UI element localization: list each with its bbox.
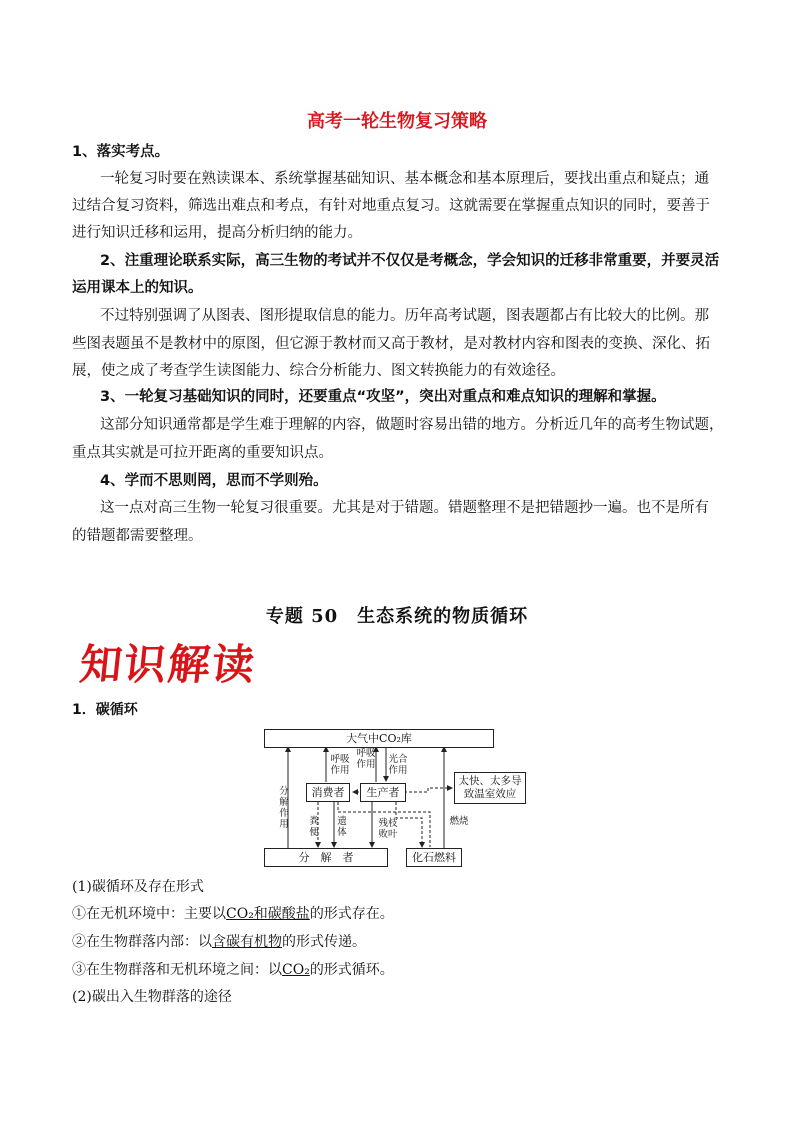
paragraph-4-line-1: 这一点对高三生物一轮复习很重要。尤其是对于错题。错题整理不是把错题抄一遍。也不是所有 bbox=[100, 500, 709, 516]
heading-2-line-1: 2、注重理论联系实际，高三生物的考试并不仅仅是考概念，学会知识的迁移非常重要，并要灵活 bbox=[100, 253, 720, 269]
page-title: 高考一轮生物复习策略 bbox=[307, 111, 487, 132]
decomposition-label: 分解作用 bbox=[279, 786, 289, 830]
paragraph-1-line-2: 过结合复习资料，筛选出难点和考点，有针对地重点复习。这就需要在掌握重点知识的同时，要善于 bbox=[72, 198, 710, 214]
burning-label: 燃烧 bbox=[449, 816, 469, 827]
item-2-underlined: 含碳有机物 bbox=[212, 934, 282, 950]
paragraph-2-line-2: 些图表题虽不是教材中的原图，但它源于教材而又高于教材，是对教材内容和图表的变换、深化、拓 bbox=[72, 336, 710, 352]
heading-1: 1、落实考点。 bbox=[72, 144, 170, 160]
carbon-cycle-diagram bbox=[262, 726, 534, 870]
photosynthesis-label: 光合作用 bbox=[388, 754, 408, 776]
item-2-prefix: ②在生物群落内部：以 bbox=[72, 934, 212, 950]
item-2 bbox=[72, 932, 366, 952]
subheading-2: (2)碳出入生物群落的途径 bbox=[72, 989, 232, 1005]
item-1-suffix: 的形式存在。 bbox=[309, 906, 394, 922]
feces-label: 粪便 bbox=[309, 816, 319, 838]
litter-label: 残枝败叶 bbox=[378, 818, 398, 840]
item-1-prefix: ①在无机环境中：主要以 bbox=[72, 906, 226, 922]
item-1 bbox=[72, 904, 394, 924]
heading-2-line-2: 运用课本上的知识。 bbox=[72, 280, 203, 296]
paragraph-3-line-2: 重点其实就是可拉开距离的重要知识点。 bbox=[72, 445, 333, 461]
item-3 bbox=[72, 960, 394, 980]
knowledge-banner: 知识解读 bbox=[77, 640, 259, 689]
paragraph-1-line-3: 进行知识迁移和运用，提高分析归纳的能力。 bbox=[72, 225, 362, 241]
consumer-box: 消费者 bbox=[306, 783, 350, 802]
paragraph-2-line-1: 不过特别强调了从图表、图形提取信息的能力。历年高考试题，图表题都占有比较大的比例。那 bbox=[100, 308, 709, 324]
fossil-fuel-box: 化石燃料 bbox=[406, 848, 462, 867]
paragraph-2-line-3: 展，使之成了考查学生读图能力、综合分析能力、图文转换能力的有效途径。 bbox=[72, 363, 565, 379]
heading-4: 4、学而不思则罔，思而不学则殆。 bbox=[100, 473, 328, 489]
consumer-respiration-label: 呼吸作用 bbox=[330, 754, 350, 776]
producer-box: 生产者 bbox=[360, 783, 406, 802]
decomposer-box: 分 解 者 bbox=[264, 848, 388, 867]
topic-title: 专题 50 生态系统的物质循环 bbox=[265, 606, 529, 627]
item-1-underlined: CO₂和碳酸盐 bbox=[226, 906, 310, 922]
subheading-1: (1)碳循环及存在形式 bbox=[72, 879, 204, 895]
paragraph-3-line-1: 这部分知识通常都是学生难于理解的内容，做题时容易出错的地方。分析近几年的高考生物试题， bbox=[100, 417, 724, 433]
item-3-suffix: 的形式循环。 bbox=[309, 962, 394, 978]
paragraph-1-line-1: 一轮复习时要在熟读课本、系统掌握基础知识、基本概念和基本原理后，要找出重点和疑点；通 bbox=[100, 171, 709, 187]
item-3-prefix: ③在生物群落和无机环境之间：以 bbox=[72, 962, 282, 978]
item-2-suffix: 的形式传递。 bbox=[282, 934, 366, 950]
producer-respiration-label: 呼吸作用 bbox=[356, 748, 376, 770]
remains-label: 遗体 bbox=[337, 816, 347, 838]
item-3-underlined: CO₂ bbox=[282, 962, 310, 978]
section-heading: 1．碳循环 bbox=[72, 702, 138, 718]
atmosphere-co2-box: 大气中CO₂库 bbox=[264, 729, 494, 748]
heading-3: 3、一轮复习基础知识的同时，还要重点“攻坚”，突出对重点和难点知识的理解和掌握。 bbox=[100, 389, 666, 405]
greenhouse-box: 太快、太多导致温室效应 bbox=[454, 772, 526, 804]
paragraph-4-line-2: 的错题都需要整理。 bbox=[72, 528, 203, 544]
